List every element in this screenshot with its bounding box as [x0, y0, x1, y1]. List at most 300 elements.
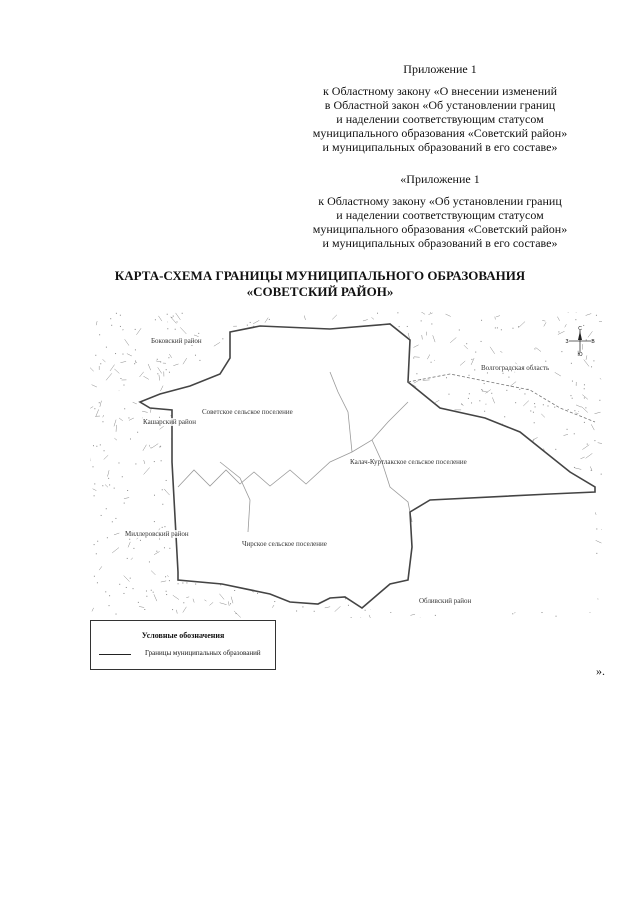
map-texture-stroke [173, 595, 179, 599]
map-texture-dot [112, 521, 113, 522]
map-texture-dot [176, 321, 177, 322]
map-texture-dot [137, 432, 138, 433]
map-texture-stroke [536, 347, 541, 351]
compass-north: С [578, 326, 582, 332]
map-texture-dot [584, 388, 585, 389]
appendix-2-line: муниципального образования «Советский район» [312, 222, 568, 236]
map-texture-dot [481, 320, 482, 321]
map-texture-stroke [490, 347, 495, 354]
label-bokovsky: Боковский район [151, 337, 202, 345]
map-texture-dot [469, 393, 470, 394]
map-texture-dot [151, 590, 152, 591]
map-texture-dot [195, 584, 196, 585]
map-texture-stroke [464, 345, 468, 349]
legend-title: Условные обозначения [141, 631, 225, 640]
map-texture-stroke [485, 390, 490, 394]
closing-quote: ». [596, 664, 605, 678]
map-texture-dot [222, 338, 223, 339]
map-texture-stroke [418, 312, 425, 314]
map-texture-dot [93, 445, 94, 446]
map-texture-dot [596, 315, 597, 316]
map-texture-dot [534, 348, 535, 349]
map-texture-dot [92, 466, 93, 467]
map-texture-stroke [600, 378, 601, 379]
map-texture-dot [100, 363, 101, 364]
map-texture-dot [407, 326, 408, 327]
map-texture-dot [314, 611, 315, 612]
map-texture-dot [481, 341, 482, 342]
map-texture-stroke [144, 376, 149, 379]
map-texture-stroke [90, 365, 94, 372]
map-texture-dot [399, 326, 400, 327]
map-texture-stroke [414, 381, 418, 383]
map-texture-dot [107, 537, 108, 538]
map-texture-stroke [582, 445, 589, 450]
map-texture-dot [236, 613, 237, 614]
map-texture-dot [471, 359, 472, 360]
map-texture-dot [497, 327, 498, 328]
map-texture-stroke [92, 385, 97, 387]
appendix-2-line: и муниципальных образований в его составе» [322, 236, 558, 250]
map-texture-dot [106, 347, 107, 348]
map-texture-stroke [265, 318, 268, 323]
map-texture-dot [512, 328, 513, 329]
map-texture-dot [533, 412, 534, 413]
map-texture-dot [126, 587, 127, 588]
map-texture-dot [183, 602, 184, 603]
map-texture-dot [130, 438, 131, 439]
map-texture-dot [133, 588, 134, 589]
map-texture-stroke [234, 611, 241, 618]
map-texture-dot [94, 483, 95, 484]
appendix-1-title: Приложение 1 [403, 62, 477, 76]
map-texture-stroke [433, 335, 435, 342]
map-texture-stroke [574, 312, 577, 313]
map-texture-dot [94, 495, 95, 496]
map-texture-stroke [173, 364, 178, 366]
map-texture-stroke [127, 354, 132, 356]
map-texture-dot [574, 467, 575, 468]
map-texture-stroke [108, 470, 110, 476]
map-texture-stroke [92, 608, 94, 612]
map-texture-stroke [124, 576, 130, 582]
map-texture-stroke [544, 322, 546, 326]
map-texture-stroke [104, 455, 108, 459]
map-texture-dot [146, 591, 147, 592]
map-texture-dot [545, 361, 546, 362]
appendix-2-title: «Приложение 1 [400, 172, 480, 186]
map-texture-stroke [148, 364, 151, 370]
map-texture-stroke [586, 355, 587, 359]
map-texture-dot [534, 422, 535, 423]
map-texture-stroke [105, 485, 108, 488]
map-texture-dot [541, 612, 542, 613]
label-chirskoe: Чирское сельское поселение [242, 540, 327, 548]
map-texture-stroke [119, 418, 123, 421]
map-texture-stroke [563, 434, 568, 435]
map-texture-stroke [581, 406, 587, 412]
map-texture-stroke [304, 316, 305, 320]
map-texture-dot [481, 389, 482, 390]
map-texture-stroke [575, 468, 582, 470]
map-texture-dot [182, 313, 183, 314]
map-texture-dot [191, 345, 192, 346]
map-texture-dot [162, 489, 163, 490]
map-texture-dot [120, 315, 121, 316]
district-map [90, 312, 602, 618]
map-texture-dot [166, 480, 167, 481]
map-texture-dot [512, 613, 513, 614]
map-texture-dot [109, 595, 110, 596]
map-texture-dot [169, 548, 170, 549]
map-texture-dot [162, 527, 163, 528]
map-texture-dot [138, 602, 139, 603]
document-title-line-1: КАРТА-СХЕМА ГРАНИЦЫ МУНИЦИПАЛЬНОГО ОБРАЗОВАНИЯ [114, 268, 526, 283]
map-texture-stroke [114, 420, 116, 427]
map-texture-dot [535, 406, 536, 407]
map-texture-stroke [114, 533, 119, 535]
map-texture-dot [122, 476, 123, 477]
map-texture-dot [250, 322, 251, 323]
map-texture-stroke [576, 413, 579, 414]
map-texture-dot [95, 355, 96, 356]
map-texture-dot [106, 508, 107, 509]
map-texture-dot [558, 331, 559, 332]
map-texture-dot [166, 369, 167, 370]
compass-icon [565, 326, 595, 356]
label-kashary: Кашарский район [143, 418, 197, 426]
appendix-2-header [270, 172, 610, 250]
map-texture-stroke [219, 594, 224, 600]
map-texture-stroke [160, 426, 164, 429]
map-texture-dot [471, 402, 472, 403]
map-texture-dot [101, 515, 102, 516]
map-texture-stroke [158, 316, 161, 321]
map-texture-dot [118, 462, 119, 463]
map-texture-dot [157, 359, 158, 360]
map-texture-dot [146, 596, 147, 597]
map-texture-stroke [422, 335, 423, 339]
map-texture-dot [166, 594, 167, 595]
map-texture-stroke [369, 615, 371, 618]
map-texture-dot [168, 357, 169, 358]
document-title [90, 268, 550, 300]
map-texture-stroke [186, 597, 189, 598]
map-texture-stroke [143, 445, 147, 451]
map-texture-stroke [598, 443, 602, 444]
map-texture-stroke [158, 367, 162, 373]
map-texture-stroke [204, 600, 206, 601]
label-sovetskoe: Советское сельское поселение [202, 408, 293, 416]
map-texture-dot [416, 373, 417, 374]
map-texture-stroke [120, 361, 126, 362]
map-texture-stroke [500, 351, 502, 352]
map-texture-stroke [131, 558, 133, 560]
map-texture-dot [555, 449, 556, 450]
map-texture-stroke [183, 607, 187, 613]
map-canvas [90, 312, 602, 618]
map-texture-dot [127, 490, 128, 491]
map-texture-dot [140, 540, 141, 541]
map-texture-dot [97, 582, 98, 583]
map-texture-dot [135, 349, 136, 350]
map-texture-dot [116, 614, 117, 615]
map-texture-dot [466, 343, 467, 344]
map-texture-dot [111, 325, 112, 326]
map-texture-dot [459, 329, 460, 330]
map-texture-dot [484, 411, 485, 412]
map-texture-dot [110, 318, 111, 319]
map-texture-stroke [169, 354, 171, 358]
appendix-1-line: к Областному закону «О внесении изменений [322, 84, 558, 98]
map-texture-dot [155, 319, 156, 320]
map-texture-dot [115, 353, 116, 354]
map-texture-stroke [151, 571, 155, 575]
map-texture-dot [554, 407, 555, 408]
map-texture-dot [572, 398, 573, 399]
map-texture-dot [159, 446, 160, 447]
map-texture-stroke [159, 375, 160, 381]
map-texture-dot [584, 422, 585, 423]
map-texture-dot [584, 397, 585, 398]
map-texture-dot [96, 553, 97, 554]
map-texture-dot [162, 504, 163, 505]
map-texture-stroke [128, 542, 130, 547]
map-texture-dot [154, 495, 155, 496]
map-texture-dot [127, 558, 128, 559]
map-texture-dot [154, 521, 155, 522]
map-texture-stroke [580, 457, 584, 459]
map-texture-dot [149, 561, 150, 562]
map-texture-dot [474, 369, 475, 370]
map-texture-dot [108, 478, 109, 479]
map-texture-stroke [176, 313, 181, 320]
map-texture-stroke [110, 365, 115, 371]
map-texture-dot [119, 584, 120, 585]
map-texture-dot [172, 609, 173, 610]
map-texture-dot [128, 417, 129, 418]
map-texture-dot [421, 320, 422, 321]
map-texture-stroke [576, 405, 581, 407]
map-texture-dot [501, 329, 502, 330]
map-texture-stroke [518, 322, 525, 328]
map-texture-dot [136, 362, 137, 363]
map-texture-dot [120, 326, 121, 327]
map-texture-dot [195, 355, 196, 356]
map-texture-stroke [99, 566, 102, 570]
map-texture-stroke [139, 372, 143, 377]
map-texture-dot [109, 484, 110, 485]
map-texture-dot [164, 526, 165, 527]
map-texture-dot [519, 389, 520, 390]
map-texture-dot [102, 421, 103, 422]
map-texture-dot [556, 616, 557, 617]
map-texture-dot [161, 460, 162, 461]
map-texture-dot [96, 446, 97, 447]
map-texture-stroke [103, 415, 104, 417]
map-texture-dot [584, 384, 585, 385]
label-oblivsky: Обливский район [419, 597, 472, 605]
map-texture-dot [94, 408, 95, 409]
map-texture-stroke [125, 339, 129, 345]
map-texture-dot [484, 383, 485, 384]
compass-east: В [591, 339, 595, 345]
map-texture-dot [173, 316, 174, 317]
map-texture-dot [431, 362, 432, 363]
map-texture-stroke [164, 489, 170, 495]
map-texture-stroke [228, 601, 229, 606]
map-texture-dot [105, 591, 106, 592]
map-texture-dot [365, 610, 366, 611]
map-texture-dot [469, 375, 470, 376]
map-texture-dot [169, 372, 170, 373]
map-texture-stroke [591, 424, 594, 430]
map-texture-dot [257, 593, 258, 594]
map-texture-stroke [595, 412, 601, 414]
appendix-1-line: и муниципальных образований в его составе» [322, 140, 558, 154]
map-texture-dot [109, 605, 110, 606]
map-texture-stroke [408, 333, 409, 338]
map-texture-dot [102, 485, 103, 486]
map-texture-dot [591, 366, 592, 367]
map-texture-dot [508, 377, 509, 378]
map-texture-stroke [136, 328, 141, 335]
map-texture-dot [178, 583, 179, 584]
map-texture-dot [122, 354, 123, 355]
map-texture-dot [99, 402, 100, 403]
map-texture-dot [348, 605, 349, 606]
appendix-2-line: к Областному закону «Об установлении границ [318, 194, 562, 208]
appendix-1-header [270, 62, 610, 154]
map-texture-stroke [96, 409, 99, 416]
map-texture-dot [574, 433, 575, 434]
map-texture-dot [165, 576, 166, 577]
label-volgograd: Волгоградская область [481, 364, 550, 372]
map-texture-stroke [510, 382, 516, 387]
map-texture-dot [114, 488, 115, 489]
map-texture-stroke [142, 411, 148, 412]
appendix-1-line: муниципального образования «Советский район» [312, 126, 568, 140]
map-texture-stroke [413, 345, 418, 348]
map-texture-dot [461, 404, 462, 405]
map-texture-stroke [193, 599, 194, 603]
map-texture-dot [230, 603, 231, 604]
map-texture-stroke [542, 320, 545, 321]
map-texture-dot [133, 548, 134, 549]
map-texture-dot [120, 378, 121, 379]
map-texture-dot [495, 327, 496, 328]
map-texture-stroke [106, 373, 112, 380]
map-texture-dot [154, 461, 155, 462]
map-texture-stroke [220, 603, 227, 605]
map-texture-dot [144, 609, 145, 610]
map-texture-dot [274, 601, 275, 602]
map-texture-stroke [325, 607, 330, 608]
map-texture-dot [534, 403, 535, 404]
map-texture-stroke [335, 606, 341, 611]
document-title-line-2: «СОВЕТСКИЙ РАЙОН» [246, 284, 394, 299]
map-texture-dot [571, 363, 572, 364]
map-texture-dot [530, 410, 531, 411]
map-texture-dot [157, 373, 158, 374]
map-texture-stroke [410, 614, 415, 615]
map-texture-stroke [427, 355, 429, 360]
map-texture-dot [124, 503, 125, 504]
map-texture-stroke [214, 342, 220, 346]
map-texture-dot [491, 393, 492, 394]
map-texture-dot [116, 313, 117, 314]
map-texture-dot [591, 470, 592, 471]
map-texture-dot [594, 440, 595, 441]
map-texture-stroke [167, 575, 168, 577]
map-texture-stroke [209, 602, 213, 605]
map-texture-dot [151, 447, 152, 448]
legend-boundary-symbol [99, 654, 131, 655]
map-texture-stroke [93, 489, 97, 491]
map-texture-dot [160, 361, 161, 362]
map-texture-dot [448, 394, 449, 395]
map-texture-dot [167, 314, 168, 315]
map-texture-stroke [160, 386, 163, 391]
map-texture-dot [575, 319, 576, 320]
map-texture-dot [593, 360, 594, 361]
map-texture-stroke [446, 314, 451, 316]
compass-south: Ю [577, 352, 583, 356]
map-texture-dot [503, 373, 504, 374]
map-texture-stroke [129, 418, 134, 420]
map-texture-dot [435, 615, 436, 616]
map-texture-dot [548, 405, 549, 406]
map-texture-dot [182, 582, 183, 583]
map-texture-dot [135, 329, 136, 330]
map-texture-stroke [139, 606, 144, 607]
map-legend [90, 620, 276, 670]
map-texture-dot [543, 404, 544, 405]
map-texture-stroke [435, 400, 439, 402]
map-texture-dot [124, 408, 125, 409]
map-texture-dot [94, 576, 95, 577]
map-texture-dot [397, 312, 398, 313]
map-texture-stroke [100, 401, 102, 407]
map-texture-dot [134, 363, 135, 364]
map-texture-stroke [90, 407, 93, 409]
map-texture-stroke [582, 395, 587, 400]
map-texture-stroke [183, 358, 187, 364]
map-texture-stroke [96, 321, 97, 325]
map-texture-dot [576, 384, 577, 385]
map-texture-dot [413, 357, 414, 358]
map-texture-dot [100, 444, 101, 445]
map-texture-dot [482, 390, 483, 391]
map-texture-stroke [584, 360, 589, 367]
label-kalach: Калач-Куртлакское сельское поселение [350, 458, 467, 466]
map-texture-stroke [112, 548, 119, 553]
map-texture-dot [568, 409, 569, 410]
map-texture-dot [166, 591, 167, 592]
map-texture-dot [524, 393, 525, 394]
map-texture-dot [518, 326, 519, 327]
map-texture-dot [596, 528, 597, 529]
appendix-1-line: и наделении соответствующим статусом [336, 112, 544, 126]
map-texture-dot [171, 317, 172, 318]
map-texture-stroke [332, 315, 337, 320]
map-texture-dot [198, 333, 199, 334]
map-texture-dot [156, 551, 157, 552]
map-texture-dot [468, 398, 469, 399]
map-texture-stroke [450, 337, 456, 342]
map-texture-stroke [152, 444, 158, 448]
map-texture-stroke [532, 437, 537, 440]
